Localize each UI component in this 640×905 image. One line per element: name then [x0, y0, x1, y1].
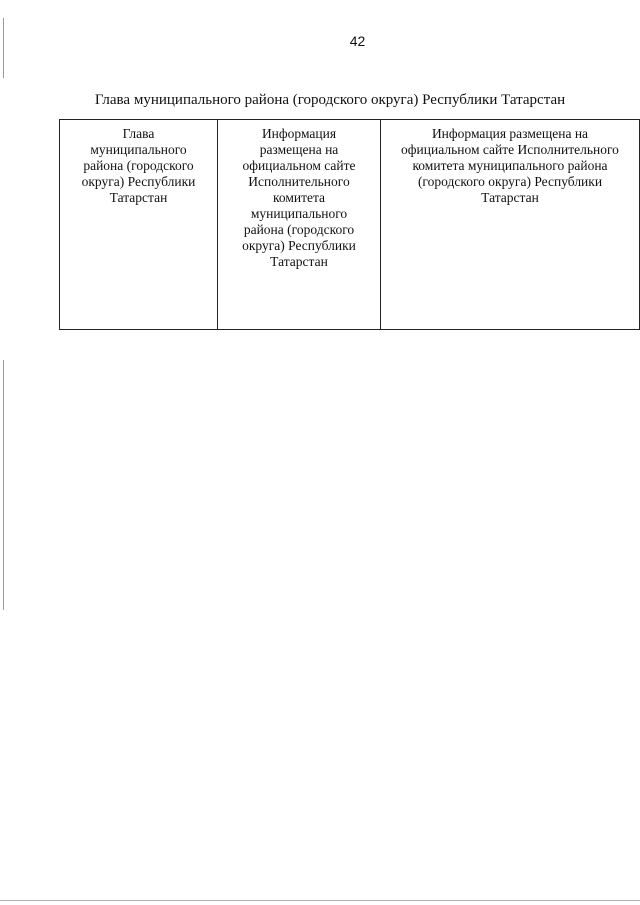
data-table: [59, 119, 640, 330]
table-cell-text: Информация размещена на официальном сайте Исполнительного комитета муниципального района (городского округа) Республики Татарстан: [242, 126, 356, 269]
table-cell-text: Глава муниципального района (городского округа) Республики Татарстан: [81, 126, 196, 205]
table-cell-text: Информация размещена на официальном сайте Исполнительного комитета муниципального района (городского округа) Республики Татарстан: [401, 126, 619, 205]
table-row: [60, 120, 640, 330]
table-cell-info-placement: [218, 120, 381, 330]
page-number: 42: [349, 33, 366, 49]
table-cell-position: [60, 120, 218, 330]
scan-bottom-rule: [0, 900, 640, 901]
table-cell-info-details: [381, 120, 640, 330]
scan-edge-mark-middle: [3, 360, 4, 610]
section-heading: Глава муниципального района (городского округа) Республики Татарстан: [94, 92, 566, 108]
